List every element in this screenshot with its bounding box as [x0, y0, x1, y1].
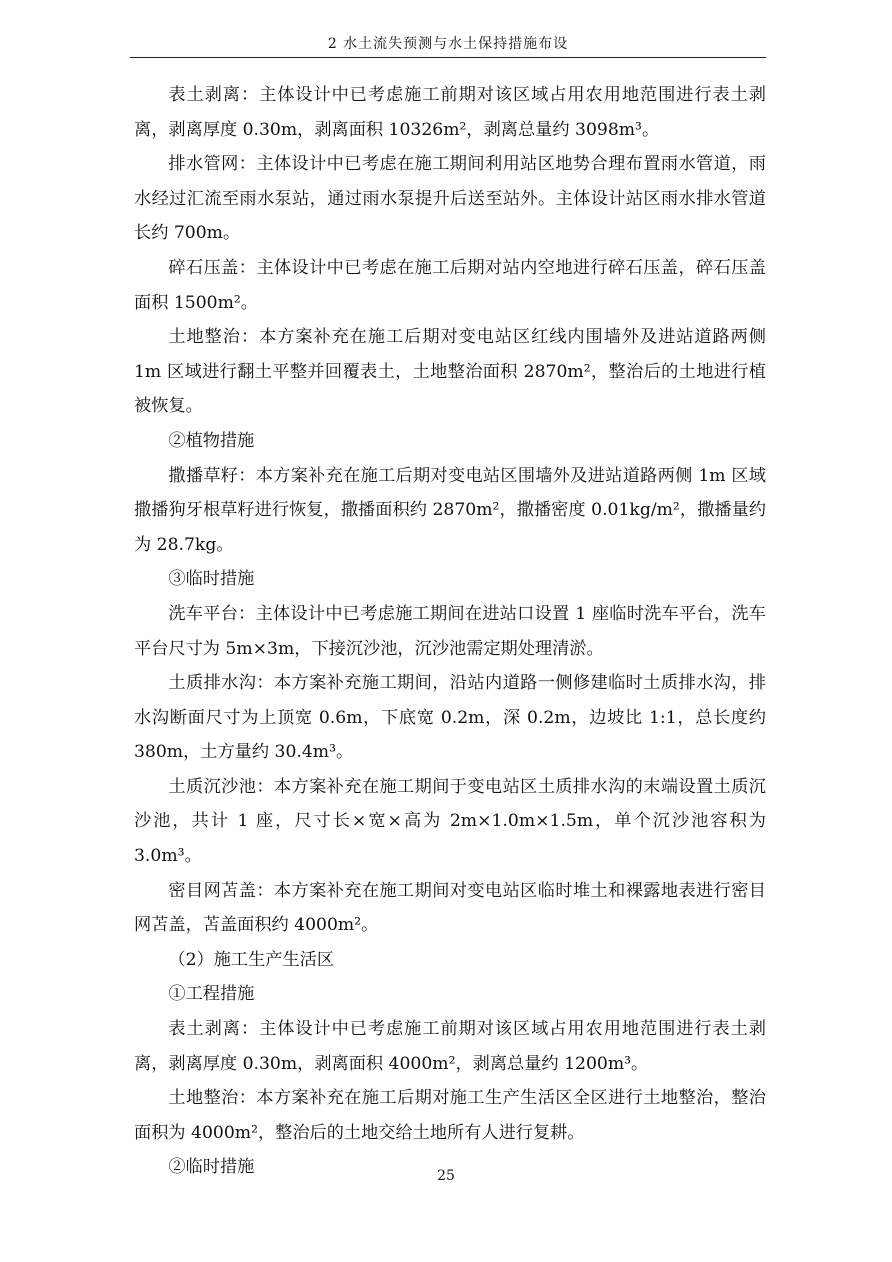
subheading-plant-measures: ②植物措施: [168, 430, 255, 451]
paragraph-topsoil-stripping: 表土剥离：主体设计中已考虑施工前期对该区域占用农用地范围进行表土剥离，剥离厚度 0.30m，剥离面积 10326m²，剥离总量约 3098m³。: [134, 85, 766, 140]
body-text: [134, 78, 766, 1185]
paragraph-mesh-cover: 密目网苫盖：本方案补充在施工期间对变电站区临时堆土和裸露地表进行密目网苫盖，苫盖面积约 4000m²。: [134, 880, 766, 936]
subheading-temporary-measures: ③临时措施: [168, 569, 255, 590]
paragraph-sedimentation-basin: 土质沉沙池：本方案补充在施工期间于变电站区土质排水沟的末端设置土质沉沙池，共计 1 座，尺寸长×宽×高为 2m×1.0m×1.5m，单个沉沙池容积为 3.0m³。: [134, 776, 766, 867]
paragraph-land-rehabilitation-2: 土地整治：本方案补充在施工后期对施工生产生活区全区进行土地整治，整治面积为 4000m²，整治后的土地交给土地所有人进行复耕。: [134, 1088, 766, 1143]
subheading-temporary-measures-2: ②临时措施: [168, 1157, 255, 1178]
running-header: 2 水土流失预测与水土保持措施布设: [327, 36, 569, 52]
page-number: 25: [437, 1168, 455, 1184]
paragraph-land-rehabilitation: 土地整治：本方案补充在施工后期对变电站区红线内围墙外及进站道路两侧 1m 区域进行翻土平整并回覆表土，土地整治面积 2870m²，整治后的土地进行植被恢复。: [134, 327, 766, 417]
subheading-engineering-measures: ①工程措施: [168, 984, 255, 1005]
section-heading-construction-living-area: （2）施工生产生活区: [168, 949, 335, 970]
paragraph-gravel-cover: 碎石压盖：主体设计中已考虑在施工后期对站内空地进行碎石压盖，碎石压盖面积 1500m²。: [134, 257, 766, 313]
paragraph-car-wash-platform: 洗车平台：主体设计中已考虑施工期间在进站口设置 1 座临时洗车平台，洗车平台尺寸为 5m×3m，下接沉沙池，沉沙池需定期处理清淤。: [134, 603, 766, 659]
paragraph-grass-seeding: 撒播草籽：本方案补充在施工后期对变电站区围墙外及进站道路两侧 1m 区域撒播狗牙根草籽进行恢复，撒播面积约 2870m²，撒播密度 0.01kg/m²，撒播量约为 28.7kg。: [134, 465, 766, 555]
paragraph-drainage-network: 排水管网：主体设计中已考虑在施工期间利用站区地势合理布置雨水管道，雨水经过汇流至雨水泵站，通过雨水泵提升后送至站外。主体设计站区雨水排水管道长约 700m。: [134, 154, 766, 244]
header-divider: [130, 57, 766, 58]
paragraph-topsoil-stripping-2: 表土剥离：主体设计中已考虑施工前期对该区域占用农用地范围进行表土剥离，剥离厚度 0.30m，剥离面积 4000m²，剥离总量约 1200m³。: [134, 1019, 766, 1074]
paragraph-earth-drainage-ditch: 土质排水沟：本方案补充施工期间，沿站内道路一侧修建临时土质排水沟，排水沟断面尺寸为上顶宽 0.6m，下底宽 0.2m，深 0.2m，边坡比 1:1，总长度约 380m，土方量约 30.4m³。: [134, 673, 766, 763]
